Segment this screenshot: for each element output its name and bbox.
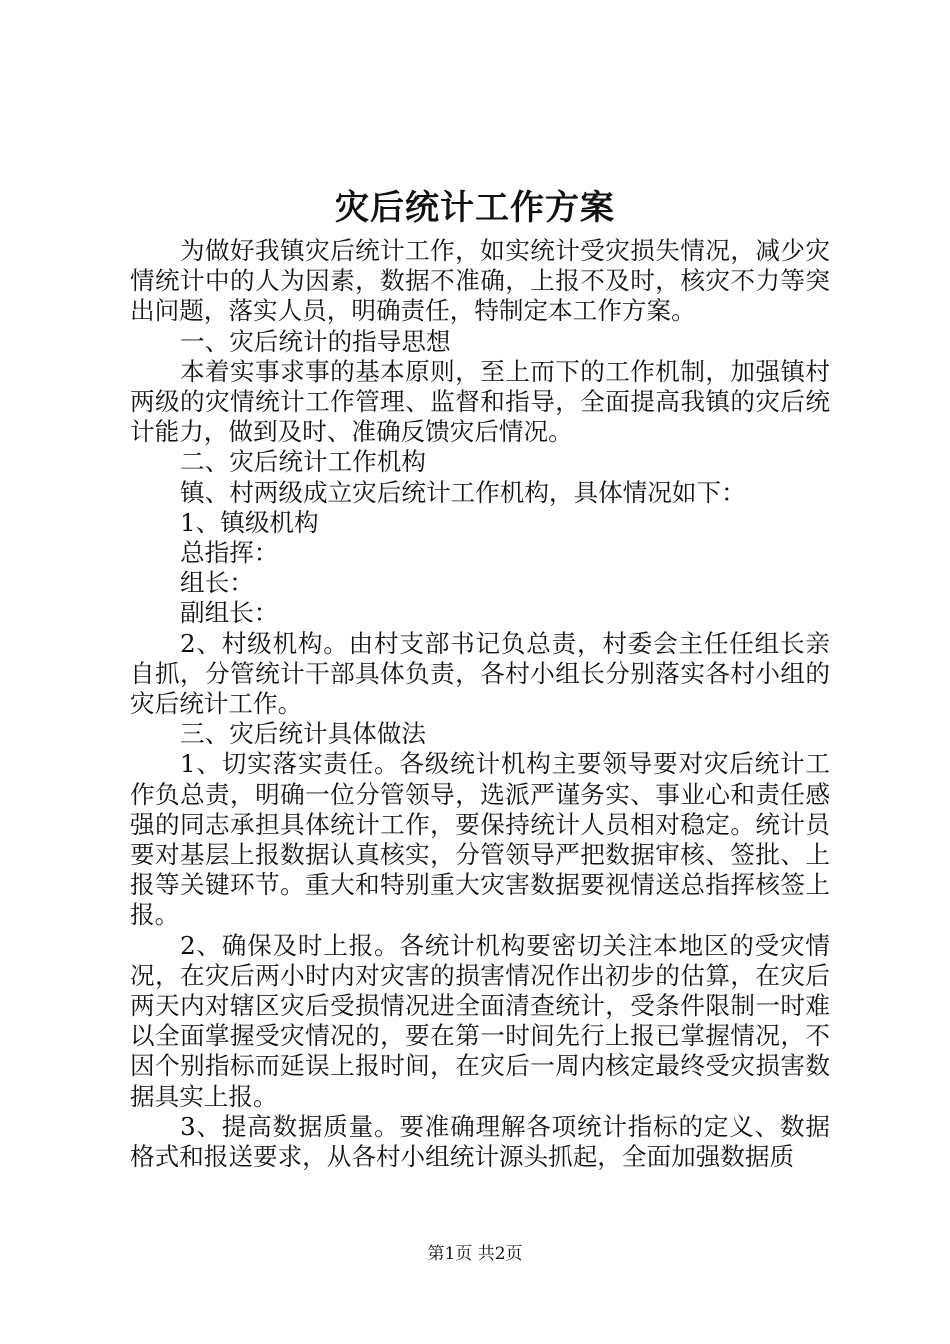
heading-methods: 三、灾后统计具体做法 xyxy=(180,719,426,749)
paragraph-guiding-principle: 本着实事求事的基本原则，至上而下的工作机制，加强镇村两级的灾情统计工作管理、监督和指导，全面提高我镇的灾后统计能力，做到及时、准确反馈灾后情况。 xyxy=(130,356,830,447)
page-footer: 第1页 共2页 xyxy=(427,1244,523,1264)
paragraph-village-level: 2、村级机构。由村支部书记负总责，村委会主任任组长亲自抓，分管统计干部具体负责，各村小组长分别落实各村小组的灾后统计工作。 xyxy=(130,628,830,719)
document-title: 灾后统计工作方案 xyxy=(335,188,615,228)
paragraph-organization: 镇、村两级成立灾后统计工作机构，具体情况如下： xyxy=(180,477,746,507)
field-team-leader: 组长： xyxy=(180,568,254,598)
paragraph-intro: 为做好我镇灾后统计工作，如实统计受灾损失情况，减少灾情统计中的人为因素，数据不准确，上报不及时，核灾不力等突出问题，落实人员，明确责任，特制定本工作方案。 xyxy=(130,236,830,326)
heading-guiding-principle: 一、灾后统计的指导思想 xyxy=(180,326,451,356)
field-deputy-leader: 副组长： xyxy=(180,598,279,628)
paragraph-timely-reporting: 2、确保及时上报。各统计机构要密切关注本地区的受灾情况，在灾后两小时内对灾害的损害情况作出初步的估算，在灾后两天内对辖区灾后受损情况进全面清查统计，受条件限制一时难以全面掌握受灾情况的，要在第一时间先行上报已掌握情况，不因个别指标而延误上报时间，在灾后一周内核定最终受灾损害数据具实上报。 xyxy=(130,930,830,1111)
paragraph-data-quality: 3、提高数据质量。要准确理解各项统计指标的定义、数据格式和报送要求，从各村小组统计源头抓起，全面加强数据质 xyxy=(130,1111,830,1172)
document-body xyxy=(130,236,830,1172)
field-commander: 总指挥： xyxy=(180,538,279,568)
paragraph-responsibility: 1、切实落实责任。各级统计机构主要领导要对灾后统计工作负总责，明确一位分管领导，选派严谨务实、事业心和责任感强的同志承担具体统计工作，要保持统计人员相对稳定。统计员要对基层上报数据认真核实，分管领导严把数据审核、签批、上报等关键环节。重大和特别重大灾害数据要视情送总指挥核签上报。 xyxy=(130,749,830,930)
subheading-town-level: 1、镇级机构 xyxy=(180,507,319,537)
heading-organization: 二、灾后统计工作机构 xyxy=(180,447,426,477)
